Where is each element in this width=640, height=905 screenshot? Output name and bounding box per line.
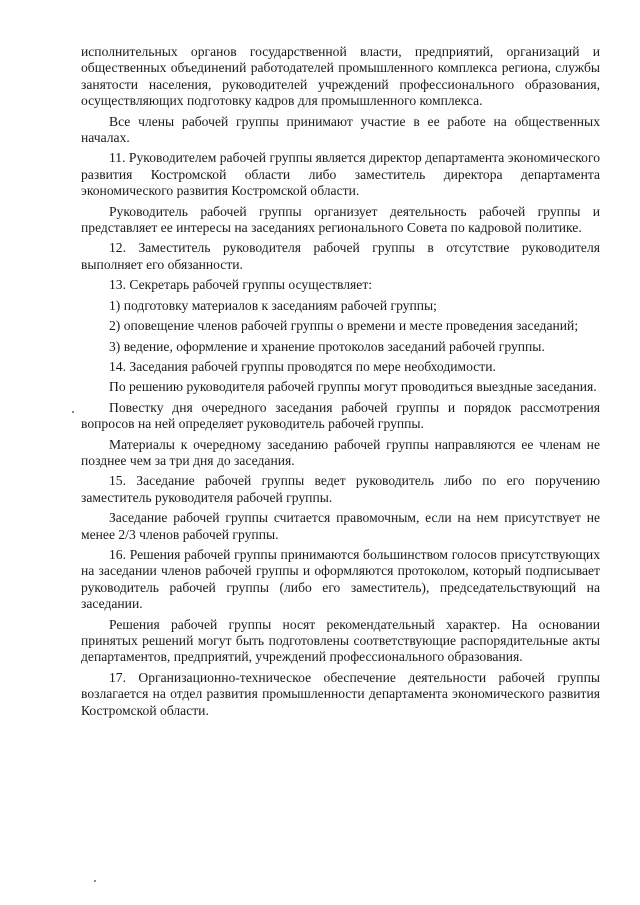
scan-speck [94, 880, 96, 882]
paragraph-11-head: 11. Руководителем рабочей группы является директор департамента экономического развития Костромской области либо заместитель директора департамента экономического развития Костромской области. [81, 150, 600, 199]
list-item-1: 1) подготовку материалов к заседаниям рабочей группы; [109, 297, 437, 313]
paragraph-14-meetings: 14. Заседания рабочей группы проводятся по мере необходимости. [109, 358, 496, 374]
paragraph-13-secretary: 13. Секретарь рабочей группы осуществляет: [109, 277, 373, 293]
paragraph-agenda: Повестку дня очередного заседания рабочей группы и порядок рассмотрения вопросов на ней определяет руководитель рабочей группы. [81, 399, 600, 432]
paragraph-quorum: Заседание рабочей группы считается правомочным, если на нем присутствует не менее 2/3 членов рабочей группы. [81, 510, 600, 542]
paragraph-intro-continuation: исполнительных органов государственной власти, предприятий, организаций и общественных объединений работодателей промышленного комплекса региона, службы занятости населения, руководителей учреждений профессионального образования, осуществляющих подготовку кадров для промышленного комплекса. [81, 44, 600, 109]
paragraph-12-deputy: 12. Заместитель руководителя рабочей группы в отсутствие руководителя выполняет его обязанности. [81, 240, 600, 272]
paragraph-16-decisions: 16. Решения рабочей группы принимаются большинством голосов присутствующих на заседании членов рабочей группы и оформляются протоколом, который подписывает руководитель рабочей группы (либо его заместитель), председательствующий на заседании. [81, 546, 600, 612]
list-item-2: 2) оповещение членов рабочей группы о времени и месте проведения заседаний; [109, 318, 579, 334]
paragraph-field-meetings: По решению руководителя рабочей группы могут проводиться выездные заседания. [109, 379, 597, 395]
paragraph-public-basis: Все члены рабочей группы принимают участие в ее работе на общественных началах. [81, 113, 600, 146]
paragraph-17-support: 17. Организационно-техническое обеспечение деятельности рабочей группы возлагается на отдел развития промышленности департамента экономического развития Костромской области. [81, 669, 600, 718]
list-item-3: 3) ведение, оформление и хранение протоколов заседаний рабочей группы. [109, 338, 545, 354]
paragraph-15-chair: 15. Заседание рабочей группы ведет руководитель либо по его поручению заместитель руководителя рабочей группы. [81, 473, 600, 505]
scan-speck [72, 411, 74, 413]
paragraph-materials: Материалы к очередному заседанию рабочей группы направляются ее членам не позднее чем за три дня до заседания. [81, 436, 600, 468]
paragraph-recommendations: Решения рабочей группы носят рекомендательный характер. На основании принятых решений могут быть подготовлены соответствующие распорядительные акты департаментов, предприятий, учреждений профессионального образования. [81, 616, 600, 665]
paragraph-head-duties: Руководитель рабочей группы организует деятельность рабочей группы и представляет ее интересы на заседаниях регионального Совета по кадровой политике. [81, 203, 600, 236]
